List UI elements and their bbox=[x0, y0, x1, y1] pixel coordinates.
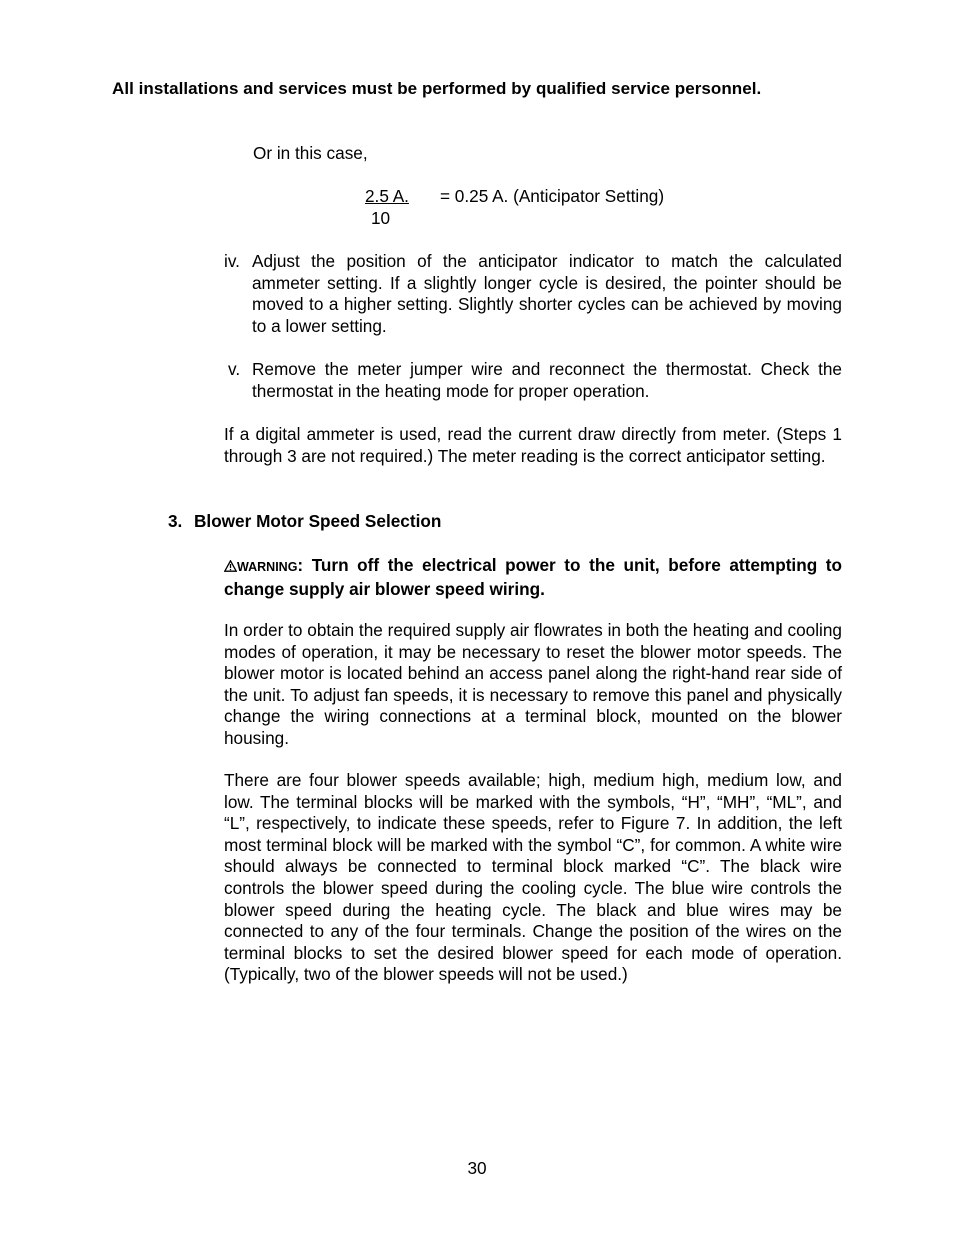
step-iv bbox=[224, 251, 842, 337]
warning-block bbox=[224, 555, 842, 600]
paragraph-blower-access: In order to obtain the required supply air flowrates in both the heating and cooling modes of operation, it may be necessary to reset the blower motor speeds. The blower motor is located behind an access panel along the right-hand rear side of the unit. To adjust fan speeds, it is necessary to remove this panel and physically change the wiring connections at a terminal block, mounted on the blower housing. bbox=[224, 620, 842, 748]
section-title: Blower Motor Speed Selection bbox=[194, 511, 442, 531]
warning-triangle-icon bbox=[224, 560, 237, 572]
page-number: 30 bbox=[467, 1158, 487, 1178]
step-number: v. bbox=[228, 359, 241, 379]
qualified-personnel-notice: All installations and services must be performed by qualified service personnel. bbox=[112, 79, 762, 98]
digital-ammeter-note: If a digital ammeter is used, read the current draw directly from meter. (Steps 1 through 3 are not required.) The meter reading is the correct anticipator setting. bbox=[224, 424, 842, 466]
section-number: 3. bbox=[168, 511, 183, 531]
calculation-intro: Or in this case, bbox=[253, 143, 368, 163]
step-text: Adjust the position of the anticipator indicator to match the calculated ammeter setting. If a slightly longer cycle is desired, the pointer should be moved to a higher setting. Slightly shorter cycles can be achieved by moving to a lower setting. bbox=[252, 251, 842, 336]
step-number: iv. bbox=[224, 251, 240, 271]
fraction-result: = 0.25 A. (Anticipator Setting) bbox=[440, 186, 665, 206]
step-text: Remove the meter jumper wire and reconnect the thermostat. Check the thermostat in the heating mode for proper operation. bbox=[252, 359, 842, 401]
warning-label: WARNING bbox=[237, 560, 298, 574]
section-heading bbox=[168, 511, 441, 533]
fraction-numerator: 2.5 A. bbox=[365, 186, 409, 206]
fraction-denominator: 10 bbox=[371, 208, 391, 228]
warning-text: : Turn off the electrical power to the unit, before attempting to change supply air blower speed wiring. bbox=[224, 555, 842, 599]
paragraph-blower-speeds: There are four blower speeds available; high, medium high, medium low, and low. The terminal blocks will be marked with the symbols, “H”, “MH”, “ML”, and “L”, respectively, to indicate these speeds, refer to Figure 7. In addition, the left most terminal block will be marked with the symbol “C”, for common. A white wire should always be connected to terminal block marked “C”. The black wire controls the blower speed during the cooling cycle. The blue wire controls the blower speed during the heating cycle. The black and blue wires may be connected to any of the four terminals. Change the position of the wires on the terminal blocks to set the desired blower speed for each mode of operation. (Typically, two of the blower speeds will not be used.) bbox=[224, 770, 842, 985]
step-v bbox=[224, 359, 842, 402]
